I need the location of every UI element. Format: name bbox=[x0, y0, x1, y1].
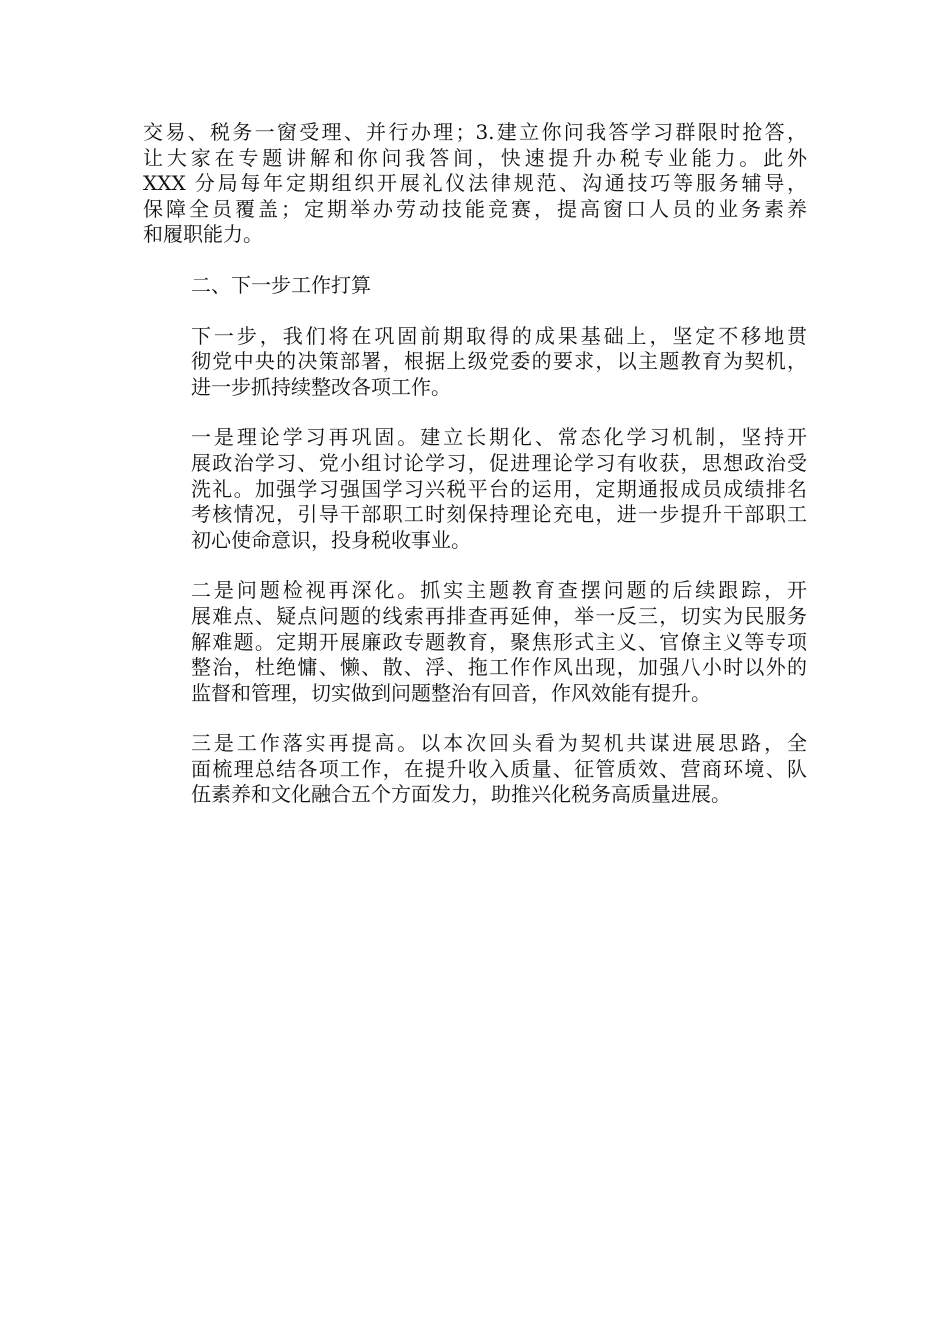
text-line: 下一步，我们将在巩固前期取得的成果基础上，坚定不移地贯 bbox=[191, 323, 807, 348]
text-line: 监督和管理，切实做到问题整治有回音，作风效能有提升。 bbox=[191, 680, 711, 705]
text-line: 三是工作落实再提高。以本次回头看为契机共谋进展思路，全 bbox=[191, 731, 807, 756]
text-line: 洗礼。加强学习强国学习兴税平台的运用，定期通报成员成绩排名 bbox=[191, 476, 807, 501]
heading-text: 二、下一步工作打算 bbox=[191, 272, 371, 297]
paragraph-theory-study bbox=[143, 425, 807, 553]
text-line: 初心使命意识，投身税收事业。 bbox=[191, 527, 471, 552]
paragraph-next-step-intro bbox=[143, 324, 807, 401]
text-line: 伍素养和文化融合五个方面发力，助推兴化税务高质量进展。 bbox=[191, 782, 731, 807]
text-line: 让大家在专题讲解和你问我答间，快速提升办税专业能力。此外 bbox=[143, 145, 807, 170]
text-line: 展难点、疑点问题的线索再排查再延伸，举一反三，切实为民服务 bbox=[191, 603, 807, 628]
text-line: 交易、税务一窗受理、并行办理；3.建立你问我答学习群限时抢答， bbox=[143, 120, 807, 144]
section-heading-next-steps bbox=[143, 273, 807, 299]
paragraph-service-training bbox=[143, 120, 807, 248]
text-line: 面梳理总结各项工作，在提升收入质量、征管质效、营商环境、队 bbox=[191, 756, 807, 781]
document-body bbox=[143, 120, 807, 833]
paragraph-problem-review bbox=[143, 578, 807, 706]
text-line: 解难题。定期开展廉政专题教育，聚焦形式主义、官僚主义等专项 bbox=[191, 629, 807, 654]
text-line: 保障全员覆盖；定期举办劳动技能竞赛，提高窗口人员的业务素养 bbox=[143, 196, 807, 221]
text-line: 彻党中央的决策部署，根据上级党委的要求，以主题教育为契机， bbox=[191, 349, 807, 374]
text-line: 二是问题检视再深化。抓实主题教育查摆问题的后续跟踪，开 bbox=[191, 578, 807, 603]
text-line: 整治，杜绝慵、懒、散、浮、拖工作作风出现，加强八小时以外的 bbox=[191, 655, 807, 680]
text-line: 一是理论学习再巩固。建立长期化、常态化学习机制，坚持开 bbox=[191, 425, 807, 450]
text-line: XXX 分局每年定期组织开展礼仪法律规范、沟通技巧等服务辅导， bbox=[143, 171, 807, 196]
text-line: 和履职能力。 bbox=[143, 222, 263, 247]
text-line: 考核情况，引导干部职工时刻保持理论充电，进一步提升干部职工 bbox=[191, 502, 807, 527]
text-line: 进一步抓持续整改各项工作。 bbox=[191, 374, 451, 399]
text-line: 展政治学习、党小组讨论学习，促进理论学习有收获，思想政治受 bbox=[191, 450, 807, 475]
paragraph-work-implementation bbox=[143, 731, 807, 808]
